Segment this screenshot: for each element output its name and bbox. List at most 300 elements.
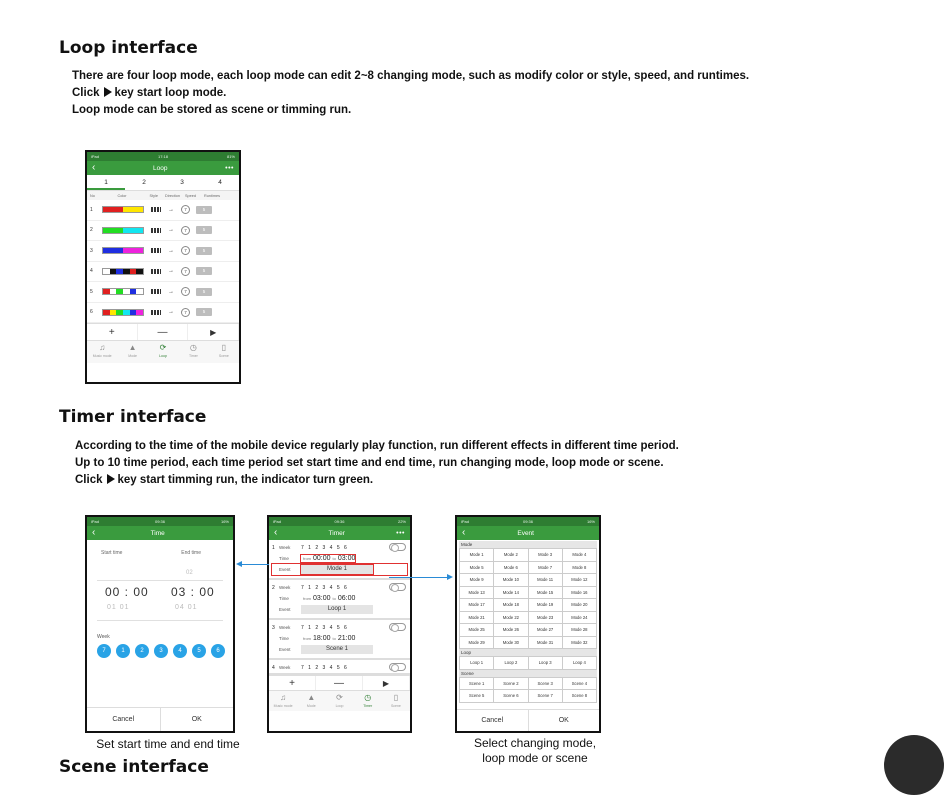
mode-option[interactable]: Mode 26 — [494, 624, 527, 636]
more-icon[interactable]: ••• — [396, 529, 405, 537]
style-icon[interactable] — [151, 289, 161, 294]
tab-icon: ♫ — [99, 343, 106, 352]
status-carrier: iPad — [91, 154, 100, 159]
mode-option[interactable]: Mode 21 — [460, 612, 493, 624]
tab-loop-1[interactable]: 1 — [87, 175, 125, 190]
tab-mode[interactable] — [117, 341, 147, 363]
event-row — [272, 644, 407, 655]
timer-entry — [269, 580, 410, 620]
col-direction: Direction — [165, 193, 180, 198]
color-swatch — [123, 248, 133, 253]
loop-column-header — [87, 191, 239, 200]
time-label: Time — [279, 556, 289, 561]
loop-desc-line1: There are four loop mode, each loop mode can edit 2~8 changing mode, such as modify color or style, speed, and runtimes. — [72, 70, 750, 82]
scene-option[interactable]: Scene 8 — [563, 690, 596, 702]
mode-option[interactable]: Mode 1 — [460, 549, 493, 561]
week-row — [272, 662, 407, 673]
week-row — [272, 582, 407, 593]
loop-section-label: Loop — [459, 649, 597, 656]
col-speed: Speed — [185, 193, 196, 198]
loop-row[interactable] — [87, 262, 239, 283]
timer-desc-click: Click — [75, 474, 103, 486]
mode-option[interactable]: Mode 14 — [494, 587, 527, 599]
style-icon[interactable] — [151, 248, 161, 253]
tab-timer[interactable] — [354, 691, 382, 711]
nav-bar — [87, 161, 239, 175]
loop-option[interactable]: Loop 3 — [529, 657, 562, 669]
page-corner-decoration — [884, 735, 944, 795]
timer-description — [75, 438, 905, 489]
scene-grid — [459, 677, 597, 703]
tab-scene[interactable] — [382, 691, 410, 711]
scene-option[interactable]: Scene 1 — [460, 678, 493, 690]
color-swatch — [116, 310, 123, 315]
runtimes-button[interactable]: 5 — [196, 206, 212, 214]
scene-option[interactable]: Scene 6 — [494, 690, 527, 702]
entry-number: 3 — [272, 624, 275, 631]
scene-option[interactable]: Scene 4 — [563, 678, 596, 690]
tab-icon: ♫ — [280, 693, 287, 702]
caption-right-line2: loop mode or scene — [482, 751, 588, 765]
color-bar[interactable] — [102, 247, 144, 254]
runtimes-button[interactable]: 5 — [196, 226, 212, 234]
timer-entry — [269, 660, 410, 675]
col-runtimes: Runtimes — [203, 193, 220, 198]
entry-number: 1 — [272, 544, 275, 551]
direction-arrow-icon[interactable]: → — [168, 268, 174, 275]
arrow-right-icon — [447, 574, 453, 580]
scene-option[interactable]: Scene 3 — [529, 678, 562, 690]
color-swatch — [103, 269, 110, 274]
timer-desc-line1: According to the time of the mobile device regularly play function, run different effects in different time period. — [75, 440, 679, 452]
time-range[interactable] — [301, 635, 355, 642]
tab-loop[interactable] — [148, 341, 178, 363]
mode-grid — [459, 548, 597, 649]
day-toggle[interactable]: 4 — [173, 644, 187, 658]
week-label: Week — [279, 625, 291, 630]
color-swatch — [116, 289, 123, 294]
mode-option[interactable]: Mode 6 — [494, 562, 527, 574]
status-carrier: iPad — [461, 519, 470, 524]
color-swatch — [113, 228, 123, 233]
time-row — [272, 633, 407, 644]
day-toggle[interactable]: 3 — [154, 644, 168, 658]
picker-line — [97, 580, 223, 581]
play-icon — [107, 474, 115, 484]
status-bar — [269, 517, 410, 526]
mode-option[interactable]: Mode 4 — [563, 549, 596, 561]
mode-option[interactable]: Mode 12 — [563, 574, 596, 586]
loop-row[interactable] — [87, 221, 239, 242]
from-time: 18:00 — [313, 635, 331, 642]
status-battery: 22% — [397, 519, 406, 524]
event-phone-screenshot — [455, 515, 601, 733]
week-days[interactable]: 7 1 2 3 4 5 6 — [301, 624, 349, 631]
mode-option[interactable]: Mode 30 — [494, 637, 527, 649]
tab-icon: ⟳ — [159, 343, 167, 352]
color-swatch — [123, 310, 130, 315]
direction-arrow-icon[interactable]: → — [168, 309, 174, 316]
tab-label: Scene — [390, 704, 401, 708]
loop-option[interactable]: Loop 4 — [563, 657, 596, 669]
tab-label: Loop — [335, 704, 344, 708]
status-battery: 16% — [586, 519, 595, 524]
row-number: 3 — [90, 247, 93, 254]
dialog-buttons — [87, 707, 233, 731]
timer-entries — [269, 540, 410, 675]
mode-option[interactable]: Mode 25 — [460, 624, 493, 636]
mode-option[interactable]: Mode 20 — [563, 599, 596, 611]
time-range[interactable] — [301, 555, 355, 562]
timer-tab-bar — [269, 691, 410, 711]
from-time: 03:00 — [313, 595, 331, 602]
time-row — [272, 553, 407, 564]
tab-label: Music mode — [273, 704, 293, 708]
time-range[interactable] — [301, 595, 355, 602]
tab-mode[interactable] — [297, 691, 325, 711]
to-time: 06:00 — [337, 595, 356, 602]
color-swatch — [123, 289, 130, 294]
speed-indicator[interactable]: 7 — [181, 205, 190, 214]
color-swatch — [133, 248, 143, 253]
status-time: 09:36 — [522, 519, 533, 524]
tab-icon: ◷ — [364, 693, 372, 702]
style-icon[interactable] — [151, 207, 161, 212]
status-bar — [87, 152, 239, 161]
mode-option[interactable]: Mode 31 — [529, 637, 562, 649]
timer-section-title: Timer interface — [59, 407, 207, 427]
caption-right-line1: Select changing mode, — [473, 736, 597, 750]
day-toggle[interactable]: 1 — [116, 644, 130, 658]
from-word: from — [303, 636, 311, 641]
arrow-left-icon — [236, 561, 242, 567]
event-selector[interactable]: Mode 1 — [301, 565, 373, 574]
add-button[interactable]: + — [87, 324, 138, 340]
tab-icon: ⟳ — [336, 693, 343, 702]
picker-line — [97, 620, 223, 621]
mode-option[interactable]: Mode 19 — [529, 599, 562, 611]
tab-icon: ▯ — [221, 343, 227, 352]
caption-right — [440, 736, 630, 766]
timer-desc-line3 — [75, 472, 905, 489]
color-swatch — [136, 310, 143, 315]
week-label: Week — [279, 585, 291, 590]
ok-button[interactable]: OK — [191, 716, 202, 723]
to-time: 03:00 — [337, 555, 356, 562]
status-bar — [457, 517, 599, 526]
mode-option[interactable]: Mode 8 — [563, 562, 596, 574]
color-swatch — [110, 269, 117, 274]
event-row — [272, 564, 407, 575]
add-button[interactable]: + — [269, 676, 316, 690]
scene-option[interactable]: Scene 2 — [494, 678, 527, 690]
nav-bar — [269, 526, 410, 540]
color-bar[interactable] — [102, 288, 144, 295]
timer-desc-line2: Up to 10 time period, each time period set start time and end time, run changing mode, loop mode or scene. — [75, 457, 664, 469]
event-row — [272, 604, 407, 615]
mode-option[interactable]: Mode 3 — [529, 549, 562, 561]
enable-toggle[interactable] — [389, 583, 406, 591]
color-swatch — [130, 269, 137, 274]
speed-indicator[interactable]: 7 — [181, 267, 190, 276]
enable-toggle[interactable] — [389, 543, 406, 551]
nav-title: Time — [150, 529, 165, 537]
back-icon[interactable]: ‹ — [92, 162, 96, 173]
tab-loop-4[interactable]: 4 — [218, 179, 222, 186]
status-carrier: iPad — [273, 519, 282, 524]
day-toggle[interactable]: 7 — [97, 644, 111, 658]
picker-faint-top: 02 — [186, 570, 193, 576]
speed-indicator[interactable]: 7 — [181, 246, 190, 255]
speed-indicator[interactable]: 7 — [181, 308, 190, 317]
cancel-button[interactable]: Cancel — [457, 710, 529, 731]
color-bar[interactable] — [102, 268, 144, 275]
timer-entry — [269, 540, 410, 580]
col-style: Style — [149, 193, 158, 198]
mode-option[interactable]: Mode 7 — [529, 562, 562, 574]
week-row — [272, 542, 407, 553]
play-button[interactable]: ▶ — [188, 324, 239, 340]
cancel-button[interactable]: Cancel — [87, 708, 161, 731]
back-icon[interactable]: ‹ — [274, 527, 278, 538]
mode-option[interactable]: Mode 18 — [494, 599, 527, 611]
mode-option[interactable]: Mode 13 — [460, 587, 493, 599]
time-label: Time — [279, 596, 289, 601]
tab-label: Music mode — [92, 354, 112, 358]
color-bar[interactable] — [102, 309, 144, 316]
direction-arrow-icon[interactable]: → — [168, 288, 174, 295]
dialog-buttons — [457, 709, 599, 731]
loop-desc-line2 — [72, 85, 902, 102]
tab-loop-3[interactable]: 3 — [180, 179, 184, 186]
time-label: Time — [279, 636, 289, 641]
mode-option[interactable]: Mode 24 — [563, 612, 596, 624]
loop-row[interactable] — [87, 241, 239, 262]
to-time: 21:00 — [337, 635, 356, 642]
scene-section-label: Scene — [459, 670, 597, 677]
start-time-picker[interactable]: 00 : 00 — [105, 585, 149, 599]
day-toggle[interactable]: 2 — [135, 644, 149, 658]
color-swatch — [110, 289, 117, 294]
status-time: 09:36 — [334, 519, 345, 524]
week-days[interactable]: 7 1 2 3 4 5 6 — [301, 664, 349, 671]
tab-icon: ▲ — [307, 693, 316, 702]
mode-option[interactable]: Mode 16 — [563, 587, 596, 599]
mode-section-label: Mode — [459, 541, 597, 548]
color-swatch — [136, 289, 143, 294]
nav-title: Event — [517, 529, 534, 537]
remove-button[interactable]: — — [316, 676, 363, 690]
timer-desc-key: key start timming run, the indicator turn green. — [117, 474, 374, 486]
week-row — [272, 622, 407, 633]
color-swatch — [113, 207, 123, 212]
tab-music-mode[interactable] — [269, 691, 297, 711]
color-swatch — [103, 248, 113, 253]
nav-title: Timer — [328, 529, 345, 537]
event-selector[interactable]: Loop 1 — [301, 605, 373, 614]
status-time: 17:18 — [157, 154, 168, 159]
mode-option[interactable]: Mode 10 — [494, 574, 527, 586]
event-list — [457, 540, 599, 704]
mode-option[interactable]: Mode 2 — [494, 549, 527, 561]
speed-indicator[interactable]: 7 — [181, 226, 190, 235]
mode-option[interactable]: Mode 23 — [529, 612, 562, 624]
direction-arrow-icon[interactable]: → — [168, 206, 174, 213]
scene-option[interactable]: Scene 5 — [460, 690, 493, 702]
entry-number: 2 — [272, 584, 275, 591]
color-swatch — [103, 310, 110, 315]
mode-option[interactable]: Mode 22 — [494, 612, 527, 624]
loop-tabs — [87, 175, 239, 191]
back-icon[interactable]: ‹ — [462, 527, 466, 538]
week-days[interactable]: 7 1 2 3 4 5 6 — [301, 584, 349, 591]
next-section-title: Scene interface — [59, 757, 209, 777]
color-swatch — [130, 289, 137, 294]
loop-tab-bar — [87, 341, 239, 363]
loop-desc-key: key start loop mode. — [114, 87, 227, 99]
color-bar[interactable] — [102, 206, 144, 213]
week-day-selector — [97, 644, 225, 658]
color-swatch — [133, 207, 143, 212]
week-label: Week — [279, 545, 291, 550]
tab-label: Timer — [363, 704, 373, 708]
col-color: Color — [117, 193, 127, 198]
tab-label: Mode — [128, 354, 137, 358]
end-time-label: End time — [181, 550, 201, 556]
end-time-next: 04 01 — [175, 604, 198, 611]
mode-option[interactable]: Mode 17 — [460, 599, 493, 611]
to-word: to — [332, 556, 336, 561]
mode-option[interactable]: Mode 28 — [563, 624, 596, 636]
nav-bar — [87, 526, 233, 540]
entry-number: 4 — [272, 664, 275, 671]
loop-option[interactable]: Loop 1 — [460, 657, 493, 669]
ok-button[interactable]: OK — [558, 717, 569, 724]
timer-entry — [269, 620, 410, 660]
loop-section-title: Loop interface — [59, 38, 198, 58]
runtimes-button[interactable]: 5 — [196, 308, 212, 316]
back-icon[interactable]: ‹ — [92, 527, 96, 538]
tab-label: Mode — [306, 704, 316, 708]
more-icon[interactable]: ••• — [225, 164, 234, 172]
play-icon — [104, 87, 112, 97]
runtimes-button[interactable]: 5 — [196, 267, 212, 275]
tab-label: Scene — [218, 354, 229, 358]
start-time-next: 01 01 — [107, 604, 130, 611]
tab-timer[interactable] — [178, 341, 208, 363]
tab-music-mode[interactable] — [87, 341, 117, 363]
from-word: from — [303, 596, 311, 601]
runtimes-button[interactable]: 5 — [196, 288, 212, 296]
color-swatch — [123, 207, 133, 212]
day-toggle[interactable]: 6 — [211, 644, 225, 658]
end-time-picker[interactable]: 03 : 00 — [171, 585, 215, 599]
mode-option[interactable]: Mode 15 — [529, 587, 562, 599]
color-swatch — [103, 289, 110, 294]
week-label: Week — [279, 665, 291, 670]
mode-option[interactable]: Mode 27 — [529, 624, 562, 636]
scene-option[interactable]: Scene 7 — [529, 690, 562, 702]
time-row — [272, 593, 407, 604]
color-bar[interactable] — [102, 227, 144, 234]
timer-phone-screenshot — [267, 515, 412, 733]
mode-option[interactable]: Mode 5 — [460, 562, 493, 574]
loop-row[interactable] — [87, 200, 239, 221]
to-word: to — [332, 596, 336, 601]
col-no: No — [90, 193, 95, 198]
tab-label: Loop — [159, 354, 167, 358]
color-swatch — [130, 310, 137, 315]
tab-icon: ▲ — [128, 343, 137, 352]
loop-phone-screenshot — [85, 150, 241, 384]
loop-row[interactable] — [87, 303, 239, 324]
week-days[interactable]: 7 1 2 3 4 5 6 — [301, 544, 349, 551]
style-icon[interactable] — [151, 228, 161, 233]
color-swatch — [110, 310, 117, 315]
tab-label: Timer — [189, 354, 198, 358]
row-number: 2 — [90, 227, 93, 234]
loop-desc-line3: Loop mode can be stored as scene or timming run. — [72, 104, 352, 116]
color-swatch — [103, 207, 113, 212]
loop-option[interactable]: Loop 2 — [494, 657, 527, 669]
remove-button[interactable]: — — [138, 324, 189, 340]
row-number: 1 — [90, 206, 93, 213]
mode-option[interactable]: Mode 29 — [460, 637, 493, 649]
week-label: Week — [97, 634, 110, 640]
loop-grid — [459, 656, 597, 670]
status-time: 09:36 — [154, 519, 165, 524]
event-selector[interactable]: Scene 1 — [301, 645, 373, 654]
timer-controls — [269, 675, 410, 691]
time-phone-screenshot — [85, 515, 235, 733]
status-carrier: iPad — [91, 519, 100, 524]
tab-scene[interactable] — [209, 341, 239, 363]
from-word: from — [303, 556, 311, 561]
to-word: to — [332, 636, 336, 641]
event-label: Event — [279, 607, 291, 612]
nav-bar — [457, 526, 599, 540]
loop-controls — [87, 323, 239, 341]
runtimes-button[interactable]: 5 — [196, 247, 212, 255]
loop-row[interactable] — [87, 282, 239, 303]
color-swatch — [116, 269, 123, 274]
day-toggle[interactable]: 5 — [192, 644, 206, 658]
style-icon[interactable] — [151, 310, 161, 315]
direction-arrow-icon[interactable]: → — [168, 227, 174, 234]
speed-indicator[interactable]: 7 — [181, 287, 190, 296]
mode-option[interactable]: Mode 32 — [563, 637, 596, 649]
tab-icon: ▯ — [393, 693, 399, 702]
direction-arrow-icon[interactable]: → — [168, 247, 174, 254]
mode-option[interactable]: Mode 11 — [529, 574, 562, 586]
tab-loop-2[interactable]: 2 — [142, 179, 146, 186]
loop-rows — [87, 200, 239, 323]
enable-toggle[interactable] — [389, 623, 406, 631]
style-icon[interactable] — [151, 269, 161, 274]
play-button[interactable]: ▶ — [363, 676, 410, 690]
nav-title: Loop — [153, 164, 168, 172]
color-swatch — [123, 228, 133, 233]
tab-loop[interactable] — [325, 691, 353, 711]
row-number: 5 — [90, 288, 93, 295]
loop-description — [72, 68, 902, 119]
mode-option[interactable]: Mode 9 — [460, 574, 493, 586]
color-swatch — [133, 228, 143, 233]
enable-toggle[interactable] — [389, 663, 406, 671]
status-battery: 16% — [220, 519, 229, 524]
event-label: Event — [279, 567, 291, 572]
row-number: 6 — [90, 309, 93, 316]
